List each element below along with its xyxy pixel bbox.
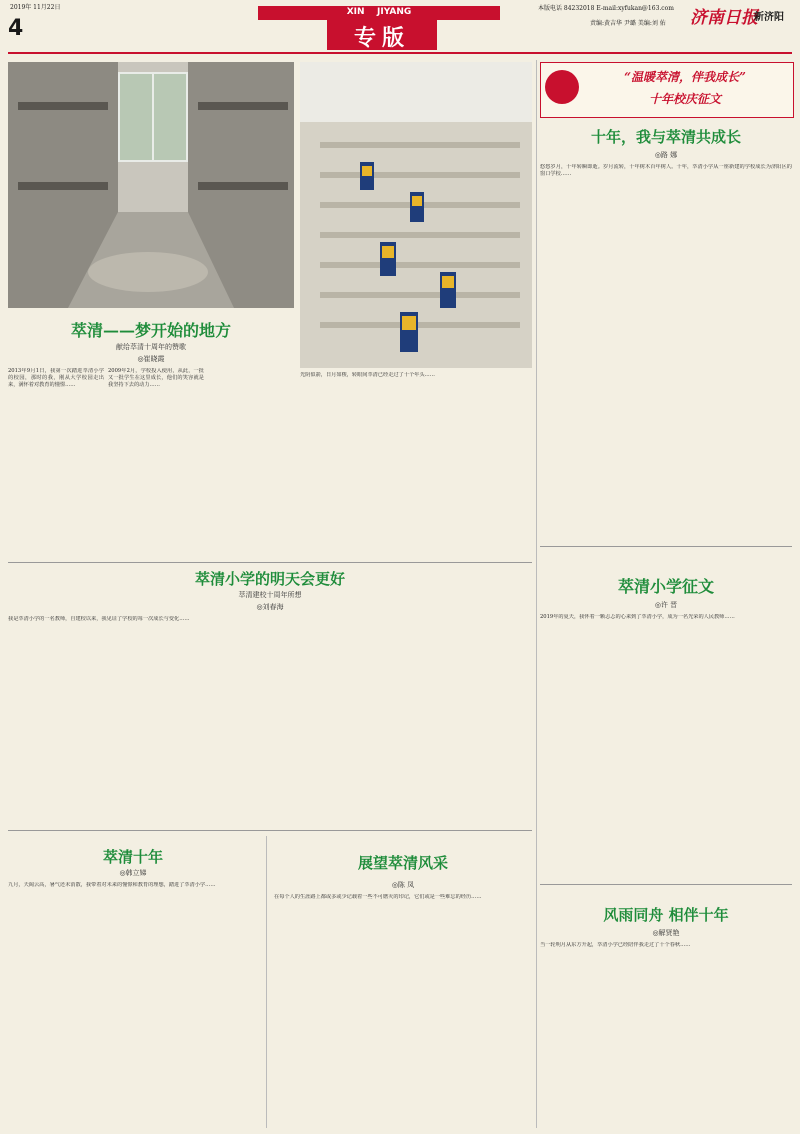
author-grow: ◎路 娜 (654, 151, 678, 159)
subtitle-tomorrow: 萃清建校十周年所想 (238, 591, 302, 599)
section-pinyin: XIN JIYANG (346, 7, 412, 17)
headline-ten-years: 萃清十年 (102, 848, 163, 866)
dormitory-photo (8, 62, 294, 308)
issue-date: 2019年 11月22日 (10, 4, 61, 11)
author-essay: ◎许 晋 (654, 601, 678, 609)
author-wind: ◎解贤艳 (652, 929, 680, 937)
masthead-rule (8, 52, 792, 54)
headline-dream: 萃清——梦开始的地方 (70, 321, 231, 340)
body-outlook: 在每个人的生涯路上都或多或少记载着一些不可磨灭的印记，它们或是一些难忘的经历…… (274, 894, 482, 900)
divider-right-2 (540, 884, 792, 885)
headline-grow: 十年，我与萃清共成长 (590, 128, 741, 146)
body-dream-col3: 光阴似箭，日月如梭，转眼间萃清已经走过了十个年头…… (300, 372, 435, 378)
banner-line-1: “温暖萃清，伴我成长” (624, 70, 746, 84)
editors-credit: 责编:黄吉华 尹璐 美编:刘 佑 (590, 20, 666, 27)
section-title: 专版 (353, 25, 410, 51)
headline-essay: 萃清小学征文 (617, 577, 714, 596)
author-outlook: ◎陈 凤 (391, 881, 415, 889)
column-divider (266, 836, 267, 1128)
subtitle-dream: 献给萃清十周年的赞歌 (116, 343, 186, 351)
author-dream: ◎崔晓霞 (137, 355, 165, 363)
body-ten-years: 九月，天阔云高，暑气还未消散，我带着对未来的憧憬和教育的理想，踏进了萃清小学…… (8, 882, 216, 888)
author-tomorrow: ◎刘春海 (256, 603, 284, 611)
headline-tomorrow: 萃清小学的明天会更好 (194, 570, 345, 588)
brand-logo: 济南日报 (690, 8, 758, 28)
brand-subtitle: 新济阳 (754, 12, 784, 23)
body-dream-col2: 2009年2月，学校投入使用，从此，一批又一批学生在这里成长，他们的笑容就是我坚持下去的动力…… (108, 368, 204, 389)
body-dream-col1: 2013年9月1日，我第一次踏进萃清小学的校园，那时的我，刚从大学校园走出来，满怀着对教育的憧憬…… (8, 368, 104, 389)
headline-outlook: 展望萃清风采 (357, 854, 448, 872)
divider-1 (8, 562, 532, 563)
author-ten-years: ◎韩立娣 (119, 869, 147, 877)
divider-right-1 (540, 546, 792, 547)
stairway-students-photo (300, 62, 532, 368)
contact-info: 本版电话 84232018 E-mail:xyfukan@163.com (538, 5, 674, 12)
divider-2 (8, 830, 532, 831)
body-essay: 2019年的夏天，我怀着一颗忐忑的心来到了萃清小学，成为一名光荣的人民教师…… (540, 614, 735, 620)
body-tomorrow: 我是萃清小学的一名教师，自建校以来，我见证了学校的每一次成长与变化…… (8, 616, 190, 622)
body-grow: 悠悠岁月，十年转瞬即逝。岁月流转，十年树木百年树人。十年，萃清小学从一座新建的学校成长为济阳区的窗口学校…… (540, 164, 792, 178)
right-column-divider (536, 60, 537, 1128)
headline-wind: 风雨同舟 相伴十年 (603, 906, 729, 924)
school-emblem-icon (545, 70, 579, 104)
banner-line-2: 十年校庆征文 (648, 92, 721, 106)
page-number: 4 (8, 16, 24, 41)
body-wind: 当一轮明月从东方升起，萃清小学已经陪伴我走过了十个春秋…… (540, 942, 691, 948)
